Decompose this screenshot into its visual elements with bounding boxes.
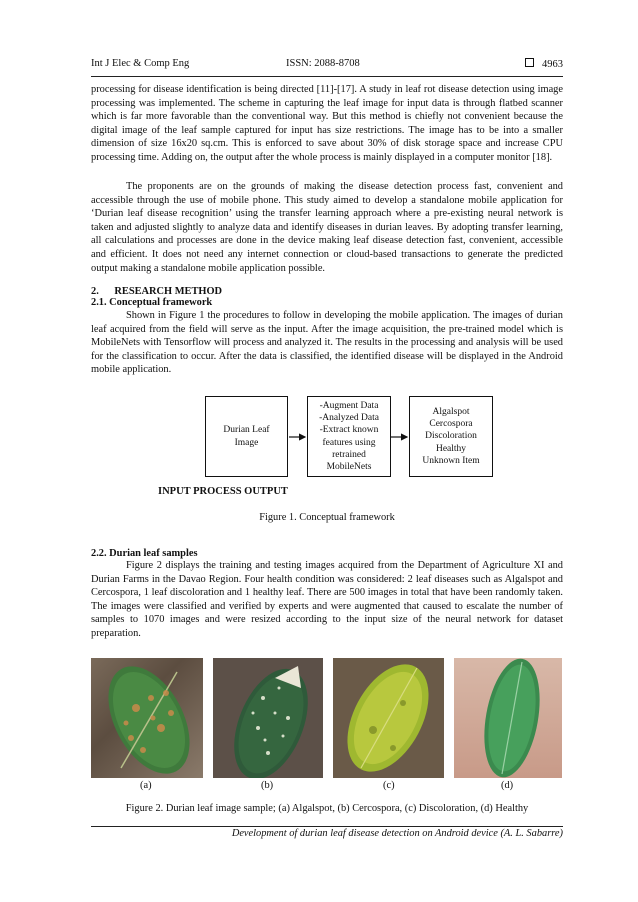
checkbox-icon <box>525 58 534 67</box>
process-box-text: -Augment Data -Analyzed Data -Extract known features using retrained MobileNets <box>319 400 379 472</box>
output-box <box>409 396 493 477</box>
output-box-text: Algalspot Cercospora Discoloration Healthy Unknown Item <box>422 406 480 466</box>
leaf-healthy-graphic <box>454 658 562 778</box>
figure2-caption: Figure 2. Durian leaf image sample; (a) Algalspot, (b) Cercospora, (c) Discoloration, (d) Healthy <box>125 803 529 814</box>
conceptual-framework-text: Shown in Figure 1 the procedures to follow in developing the mobile application. The images of durian leaf acquired from the field will serve as the input. After the image acquisition, the pre-trained model which is MobileNets with Tensorflow will process and analyzed it. The results in the processing and analysis will be used for the classification to occur. After the data is classified, the identified disease will be displayed in the Android mobile application. <box>91 310 563 376</box>
page-number: 4963 <box>542 59 563 70</box>
section-title: 2. RESEARCH METHOD <box>91 286 223 297</box>
subsection-heading-2: 2.2. Durian leaf samples <box>91 548 198 559</box>
page-number-group <box>525 58 563 70</box>
header-rule <box>91 76 563 77</box>
leaf-samples-text: Figure 2 displays the training and testing images acquired from the Department of Agriculture XI and Durian Farms in the Davao Region. Four health condition was considered: 2 leaf diseases such as Algalspot and Cercospora, 1 leaf discoloration and 1 healthy leaf. There are 500 images in total that have been randomly taken. The images were classified and verified by experts and were augmented that caused to escalate the number of samples to 1070 images and were resized according to the input size of the neural network for dataset preparation. <box>91 560 563 639</box>
issn: ISSN: 2088-8708 <box>286 58 360 69</box>
leaf-cercospora-graphic <box>213 658 323 778</box>
leaf-image-algalspot <box>91 658 203 778</box>
leaf-image-cercospora <box>213 658 323 778</box>
journal-name: Int J Elec & Comp Eng <box>91 58 190 69</box>
label-c: (c) <box>383 780 395 791</box>
label-a: (a) <box>140 780 152 791</box>
intro-paragraph-2: The proponents are on the grounds of making the disease detection process fast, convenient and accessible through the use of mobile phone. This study aimed to develop a standalone mobile application for ‘Durian leaf disease recognition’ using the transfer learning approach where a pre-existing neural network is taken and adjusted slightly to analyze data and identify diseases in durian leaves. By adopting transfer learning, all calculations and processes are done in the device making leaf disease detection fast, convenient, accessible and efficient. It does not need any internet connection or cloud-based transactions to generate the predicted output making a standalone mobile application possible. <box>91 181 563 274</box>
process-box <box>307 396 391 477</box>
label-b: (b) <box>261 780 274 791</box>
intro-paragraph-1: processing for disease identification is being directed [11]-[17]. A study in leaf rot disease detection using image processing was implemented. The scheme in capturing the leaf image for input data is through flatbed scanner which is far more favorable than the conventional way. But this method is chiefly not convenient because the digital image of the leaf sample captured for input has size restrictions. The image has to be into a smaller dimension of size 16x20 sq.cm. This is enforced to save about 30% of disk storage space and increase CPU processing time. Adding on, the output after the whole process is mainly displayed in a computer monitor [18]. <box>91 84 563 163</box>
input-box-text: Durian Leaf Image <box>223 425 270 448</box>
figure1-caption: Figure 1. Conceptual framework <box>259 512 395 523</box>
section-heading <box>91 286 222 297</box>
leaf-image-discoloration <box>333 658 444 778</box>
ipo-label: INPUT PROCESS OUTPUT <box>158 486 288 497</box>
footer-rule <box>91 826 563 827</box>
subsection-heading-1: 2.1. Conceptual framework <box>91 297 213 308</box>
label-d: (d) <box>501 780 514 791</box>
leaf-algalspot-graphic <box>91 658 203 778</box>
input-box <box>205 396 288 477</box>
running-footer: Development of durian leaf disease detection on Android device (A. L. Sabarre) <box>231 828 563 839</box>
leaf-discoloration-graphic <box>333 658 444 778</box>
running-header <box>91 58 563 74</box>
leaf-image-healthy <box>454 658 562 778</box>
